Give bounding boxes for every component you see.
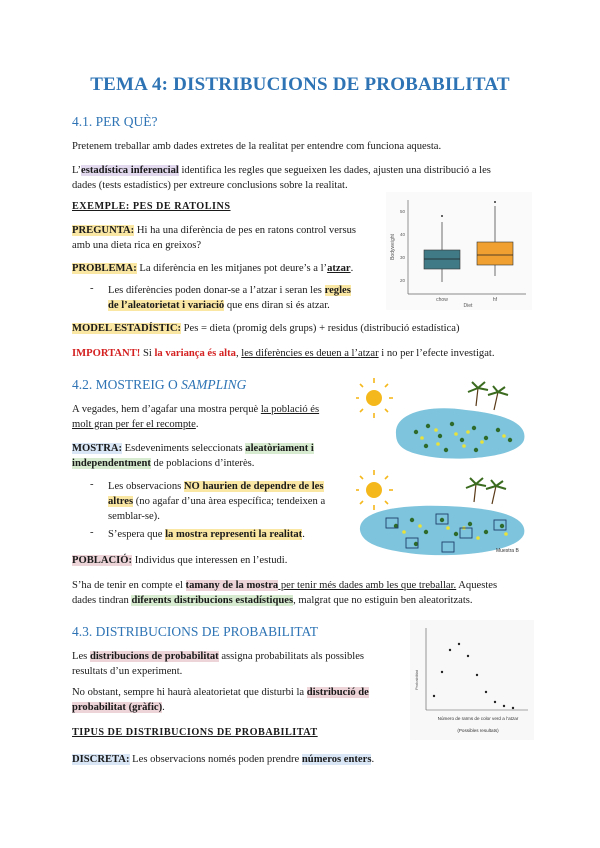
intro-paragraph: Pretenem treballar amb dades extretes de la realitat per entendre com funciona aquesta. [72, 141, 442, 152]
page-title: TEMA 4: DISTRIBUCIONS DE PROBABILITAT [90, 74, 510, 95]
sample-island-illustration [356, 468, 532, 560]
hf-outlier [494, 201, 496, 203]
sample-size-paragraph: S’ha de tenir en compte el tamany de la mostra per tenir més dades amb les que treballar. Aquestes dades tindran diferents distribucions estadístiques, malgrat que no estiguin ben aleatoritzats. [72, 580, 498, 606]
point [476, 674, 478, 676]
bullet-dash: - [90, 479, 94, 490]
randomness-paragraph: No obstant, sempre hi haurà aleatorietat que disturbi la distribució de probabilitat (gràfic). [72, 687, 369, 713]
bullet-representative: S’espera que la mostra representi la realitat. [108, 529, 305, 540]
bullet-independence: Les observacions NO haurien de dependre de les altres (no agafar d’una àrea específica; tendeixen a semblar-se). [108, 481, 326, 522]
discrete-paragraph: DISCRETA: Les observacions només poden prendre números enters. [72, 754, 375, 765]
example-title: EXEMPLE: PES DE RATOLINS [72, 201, 231, 212]
point [449, 649, 451, 651]
point [494, 701, 496, 703]
pregunta-paragraph: PREGUNTA: Hi ha una diferència de pes en ratons control versus amb una dieta rica en greixos? [72, 225, 356, 251]
sample-caption: Muestra B [496, 548, 519, 554]
section-heading-4-3: 4.3. DISTRIBUCIONS DE PROBABILITAT [72, 624, 319, 639]
point [458, 643, 460, 645]
population-island-illustration [356, 374, 532, 462]
x-axis-label: Número de raïms de color verd a l’atzar [437, 716, 519, 721]
mostra-paragraph: MOSTRA: Esdeveniments seleccionats aleatòriament i independentment de poblacions d’interès. [72, 443, 314, 469]
y-axis-label: Bodyweight [390, 234, 396, 260]
problema-paragraph: PROBLEMA: La diferència en les mitjanes pot deure’s a l’atzar. [72, 263, 354, 274]
sun-icon [356, 470, 393, 510]
point [433, 695, 435, 697]
sample-intro-paragraph: A vegades, hem d’agafar una mostra perquè la població és molt gran per fer el recompte. [72, 404, 320, 430]
point [467, 655, 469, 657]
y-tick-50: 50 [399, 209, 405, 214]
x-axis-sublabel: (Possibles resultats) [457, 728, 499, 733]
discrete-probability-plot [410, 620, 534, 740]
poblacio-paragraph: POBLACIÓ: Individus que interessen en l’estudi. [72, 555, 288, 566]
hf-box [477, 242, 513, 265]
point [485, 691, 487, 693]
y-tick-40: 40 [399, 232, 405, 237]
model-paragraph: MODEL ESTADÍSTIC: Pes = dieta (promig dels grups) + residus (distribució estadística) [72, 323, 460, 334]
chow-box [424, 250, 460, 269]
bullet-dash: - [90, 527, 94, 538]
x-cat-chow: chow [436, 297, 448, 303]
palm-tree-icon [468, 382, 508, 410]
chow-outlier [441, 215, 443, 217]
bullet-random-rules: Les diferències poden donar-se a l’atzar i seran les regles de l’aleatorietat i variació que ens diran si és atzar. [108, 285, 351, 311]
section-heading-4-1: 4.1. PER QUÈ? [72, 114, 158, 129]
types-title: TIPUS DE DISTRIBUCIONS DE PROBABILITAT [72, 727, 318, 738]
boxplot-figure [386, 192, 532, 310]
y-tick-20: 20 [399, 278, 405, 283]
palm-tree-icon [466, 478, 506, 504]
important-paragraph: IMPORTANT! Si la variança és alta, les diferències es deuen a l’atzar i no per l’efecte investigat. [72, 348, 495, 359]
point [503, 705, 505, 707]
distributions-paragraph: Les distribucions de probabilitat assigna probabilitats als possibles resultats d’un experiment. [72, 651, 365, 677]
section-heading-4-2: 4.2. MOSTREIG O SAMPLING [72, 377, 247, 392]
x-axis-label: Diet [463, 303, 473, 309]
plot-background [410, 620, 534, 740]
y-tick-30: 30 [399, 255, 405, 260]
bullet-dash: - [90, 283, 94, 294]
inferential-paragraph: L’estadística inferencial identifica les regles que segueixen les dades, ajusten una distribució a les dades (tests estadístics) per extreure conclusions sobre la realitat. [72, 165, 491, 191]
x-cat-hf: hf [492, 297, 498, 303]
y-axis-label: Probabilitat [414, 669, 419, 691]
sun-icon [356, 378, 393, 418]
point [512, 707, 514, 709]
point [441, 671, 443, 673]
